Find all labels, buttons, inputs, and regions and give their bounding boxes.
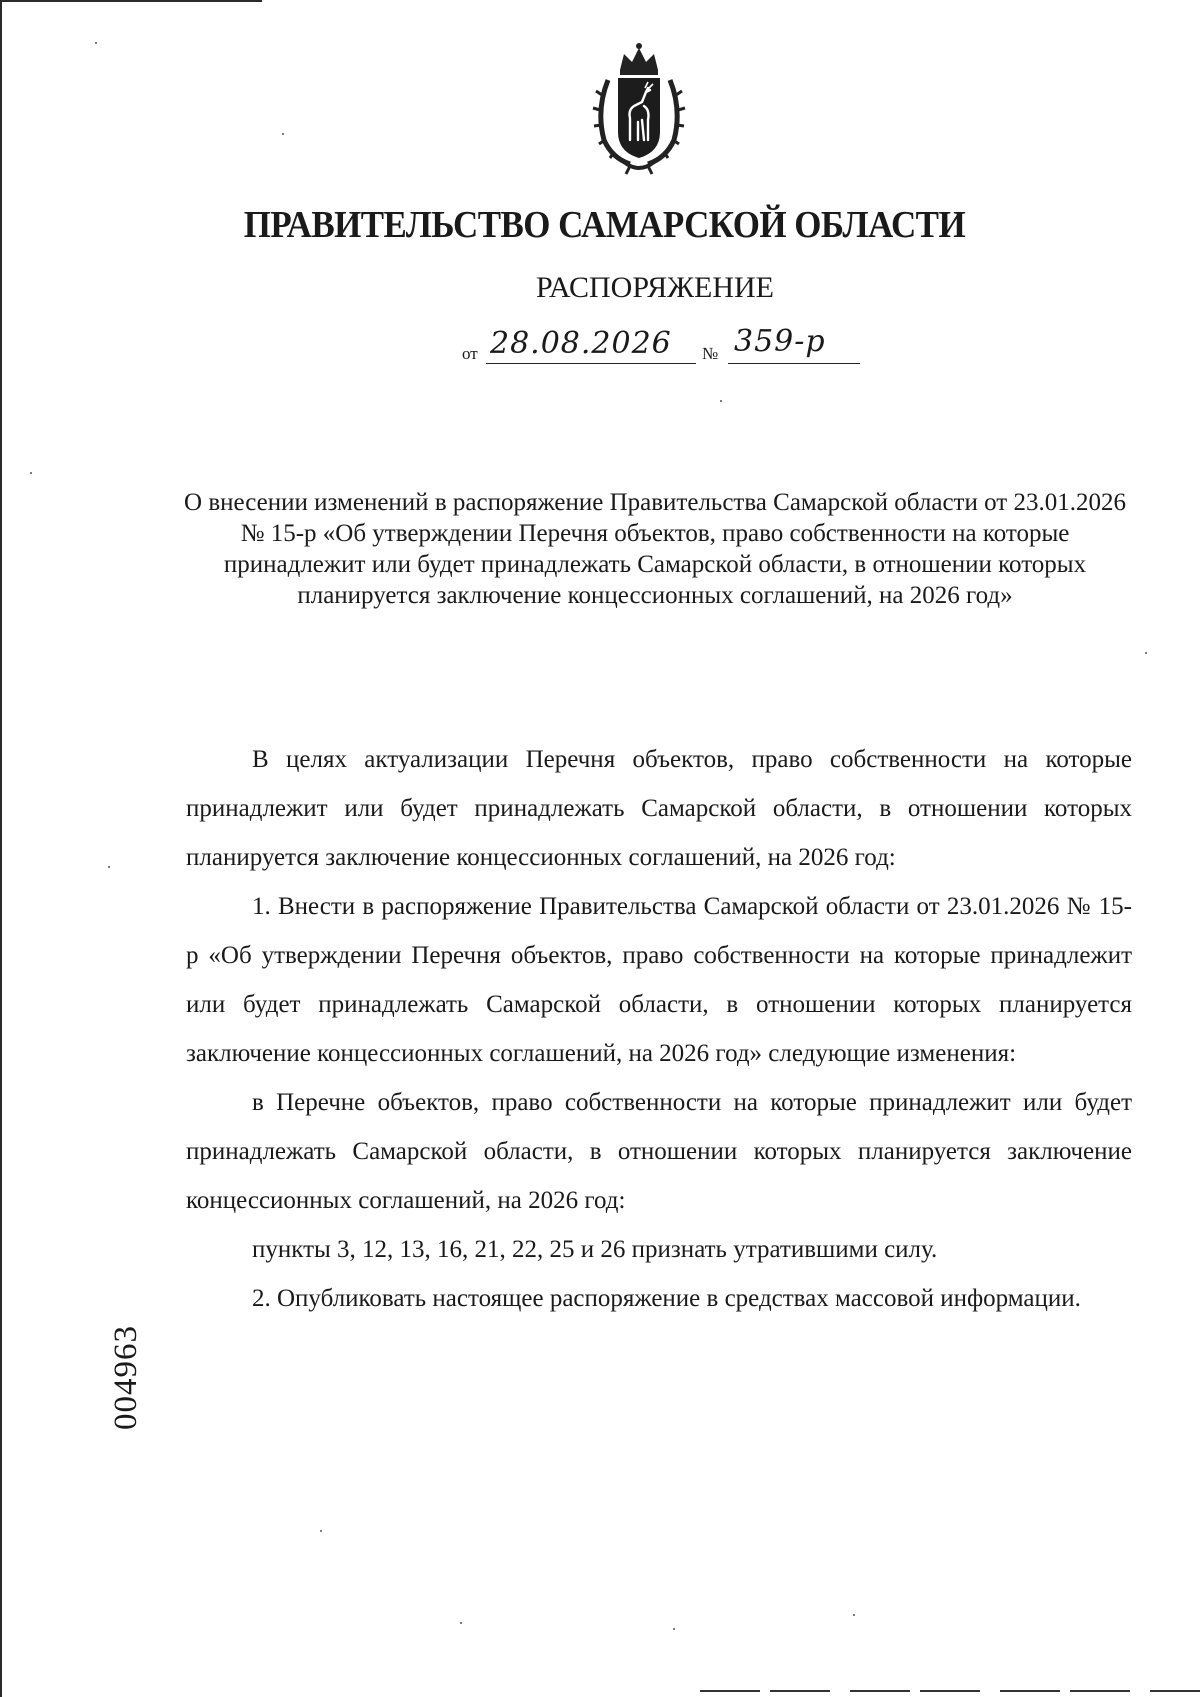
scan-speck	[853, 1614, 855, 1616]
scan-edge-bottom	[700, 1690, 1200, 1692]
item-2-paragraph: 2. Опубликовать настоящее распоряжение в средствах массовой информации.	[252, 1285, 1081, 1312]
scan-speck	[95, 42, 97, 44]
scan-speck	[108, 866, 110, 868]
handwritten-number: 359-р	[734, 324, 826, 359]
scan-speck	[460, 1622, 462, 1624]
document-subject: О внесении изменений в распоряжение Правительства Самарской области от 23.01.2026 № 15-р «Об утверждении Перечня объектов, право собственности на которые принадлежит или будет принадлежать Самарской области, в отношении которых планируется заключение концессионных соглашений, на 2026 год»	[184, 489, 1126, 609]
scan-edge-left	[0, 0, 2, 1697]
handwritten-date: 28.08.2026	[490, 326, 672, 361]
scan-speck	[282, 133, 284, 135]
document-body	[186, 735, 1132, 1323]
scan-speck	[673, 1628, 675, 1630]
item-1-points-paragraph: пункты 3, 12, 13, 16, 21, 22, 25 и 26 признать утратившими силу.	[252, 1236, 938, 1263]
preamble-paragraph: В целях актуализации Перечня объектов, право собственности на которые принадлежит или будет принадлежать Самарской области, в отношении которых планируется заключение концессионных соглашений, на 2026 год:	[186, 746, 1132, 871]
scan-edge-top	[0, 0, 262, 2]
number-underline	[728, 363, 860, 364]
scan-speck	[1145, 652, 1147, 654]
side-serial-number: 004963	[108, 1325, 144, 1430]
scan-speck	[30, 472, 32, 474]
document-kind: РАСПОРЯЖЕНИЕ	[535, 271, 775, 304]
date-label: от	[462, 344, 478, 363]
scan-speck	[720, 400, 722, 402]
number-label: №	[702, 344, 719, 363]
scan-speck	[320, 1530, 322, 1532]
item-1-sub-paragraph: в Перечне объектов, право собственности на которые принадлежит или будет принадлежать Самарской области, в отношении которых планируется заключение концессионных соглашений, на 2026 год:	[186, 1089, 1132, 1214]
samara-oblast-coat-of-arms-icon	[590, 40, 688, 176]
government-title: ПРАВИТЕЛЬСТВО САМАРСКОЙ ОБЛАСТИ	[243, 204, 966, 246]
item-1-paragraph: 1. Внести в распоряжение Правительства Самарской области от 23.01.2026 № 15-р «Об утверждении Перечня объектов, право собственности на которые принадлежит или будет принадлежать Самарской области, в отношении которых планируется заключение концессионных соглашений, на 2026 год» следующие изменения:	[186, 893, 1132, 1067]
date-underline	[486, 363, 696, 364]
